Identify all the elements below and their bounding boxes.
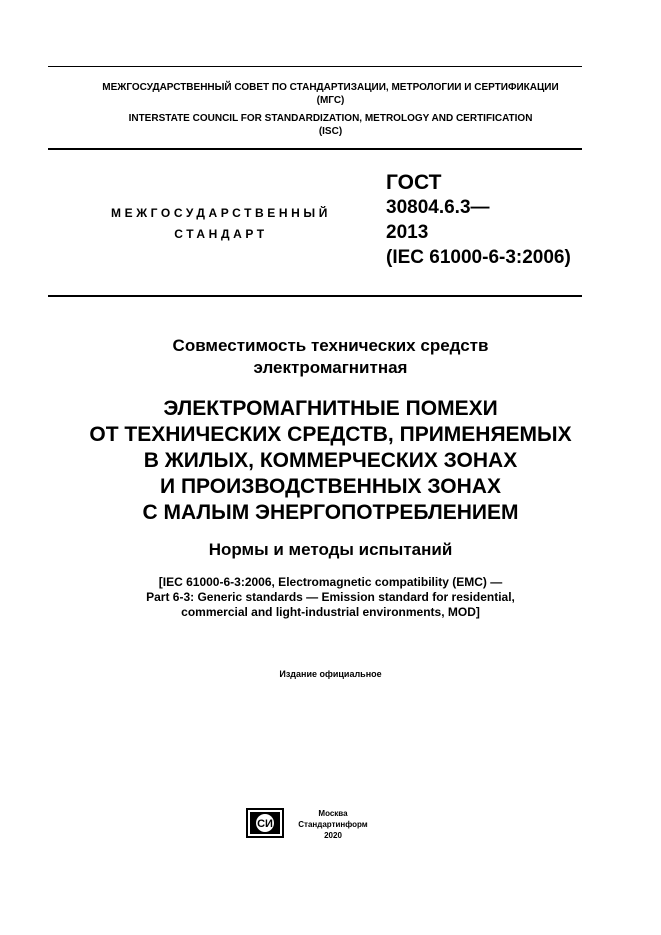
subtitle	[40, 335, 621, 379]
council-ru-line2: (МГС)	[316, 95, 345, 106]
publisher-block	[283, 808, 383, 841]
designation-rule-thick	[48, 295, 582, 297]
council-ru-line1: МЕЖГОСУДАРСТВЕННЫЙ СОВЕТ ПО СТАНДАРТИЗАЦИИ, МЕТРОЛОГИИ И СЕРТИФИКАЦИИ	[102, 82, 559, 93]
council-header	[40, 81, 621, 138]
iec-reference-line2: Part 6-3: Generic standards — Emission standard for residential,	[146, 590, 515, 604]
header-rule-thick	[48, 148, 582, 150]
standard-label	[86, 203, 356, 245]
publisher-city: Москва	[318, 809, 348, 818]
iec-reference	[40, 575, 621, 620]
edition-label: Издание официальное	[279, 669, 382, 679]
main-title-line2: ОТ ТЕХНИЧЕСКИХ СРЕДСТВ, ПРИМЕНЯЕМЫХ	[89, 423, 572, 446]
iec-reference-line1: [IEC 61000-6-3:2006, Electromagnetic compatibility (EMC) —	[158, 575, 503, 589]
gost-iec: (IEC 61000-6-3:2006)	[386, 247, 571, 268]
logo-letters: СИ	[257, 818, 273, 830]
subtitle-line2: электромагнитная	[253, 358, 408, 377]
publisher-name: Стандартинформ	[298, 820, 368, 829]
standartinform-logo-icon	[246, 808, 284, 838]
methods-title: Нормы и методы испытаний	[208, 540, 453, 559]
main-title-line4: И ПРОИЗВОДСТВЕННЫХ ЗОНАХ	[160, 475, 501, 498]
main-title-line5: С МАЛЫМ ЭНЕРГОПОТРЕБЛЕНИЕМ	[142, 501, 519, 524]
standard-label-line2: СТАНДАРТ	[174, 227, 268, 241]
council-en-line1: INTERSTATE COUNCIL FOR STANDARDIZATION, METROLOGY AND CERTIFICATION	[128, 113, 533, 124]
gost-number: 30804.6.3—	[386, 197, 490, 218]
iec-reference-line3: commercial and light-industrial environments, MOD]	[181, 605, 480, 619]
gost-line1: ГОСТ	[386, 171, 442, 194]
main-title-line1: ЭЛЕКТРОМАГНИТНЫЕ ПОМЕХИ	[163, 397, 498, 420]
main-title	[40, 396, 621, 526]
council-en-line2: (ISC)	[318, 126, 343, 137]
gost-year: 2013	[386, 222, 429, 243]
standard-label-line1: МЕЖГОСУДАРСТВЕННЫЙ	[111, 206, 331, 220]
main-title-line3: В ЖИЛЫХ, КОММЕРЧЕСКИХ ЗОНАХ	[143, 449, 518, 472]
publisher-year: 2020	[324, 831, 342, 840]
gost-designation	[386, 170, 571, 270]
top-rule-thin	[48, 66, 582, 67]
subtitle-line1: Совместимость технических средств	[172, 336, 489, 355]
